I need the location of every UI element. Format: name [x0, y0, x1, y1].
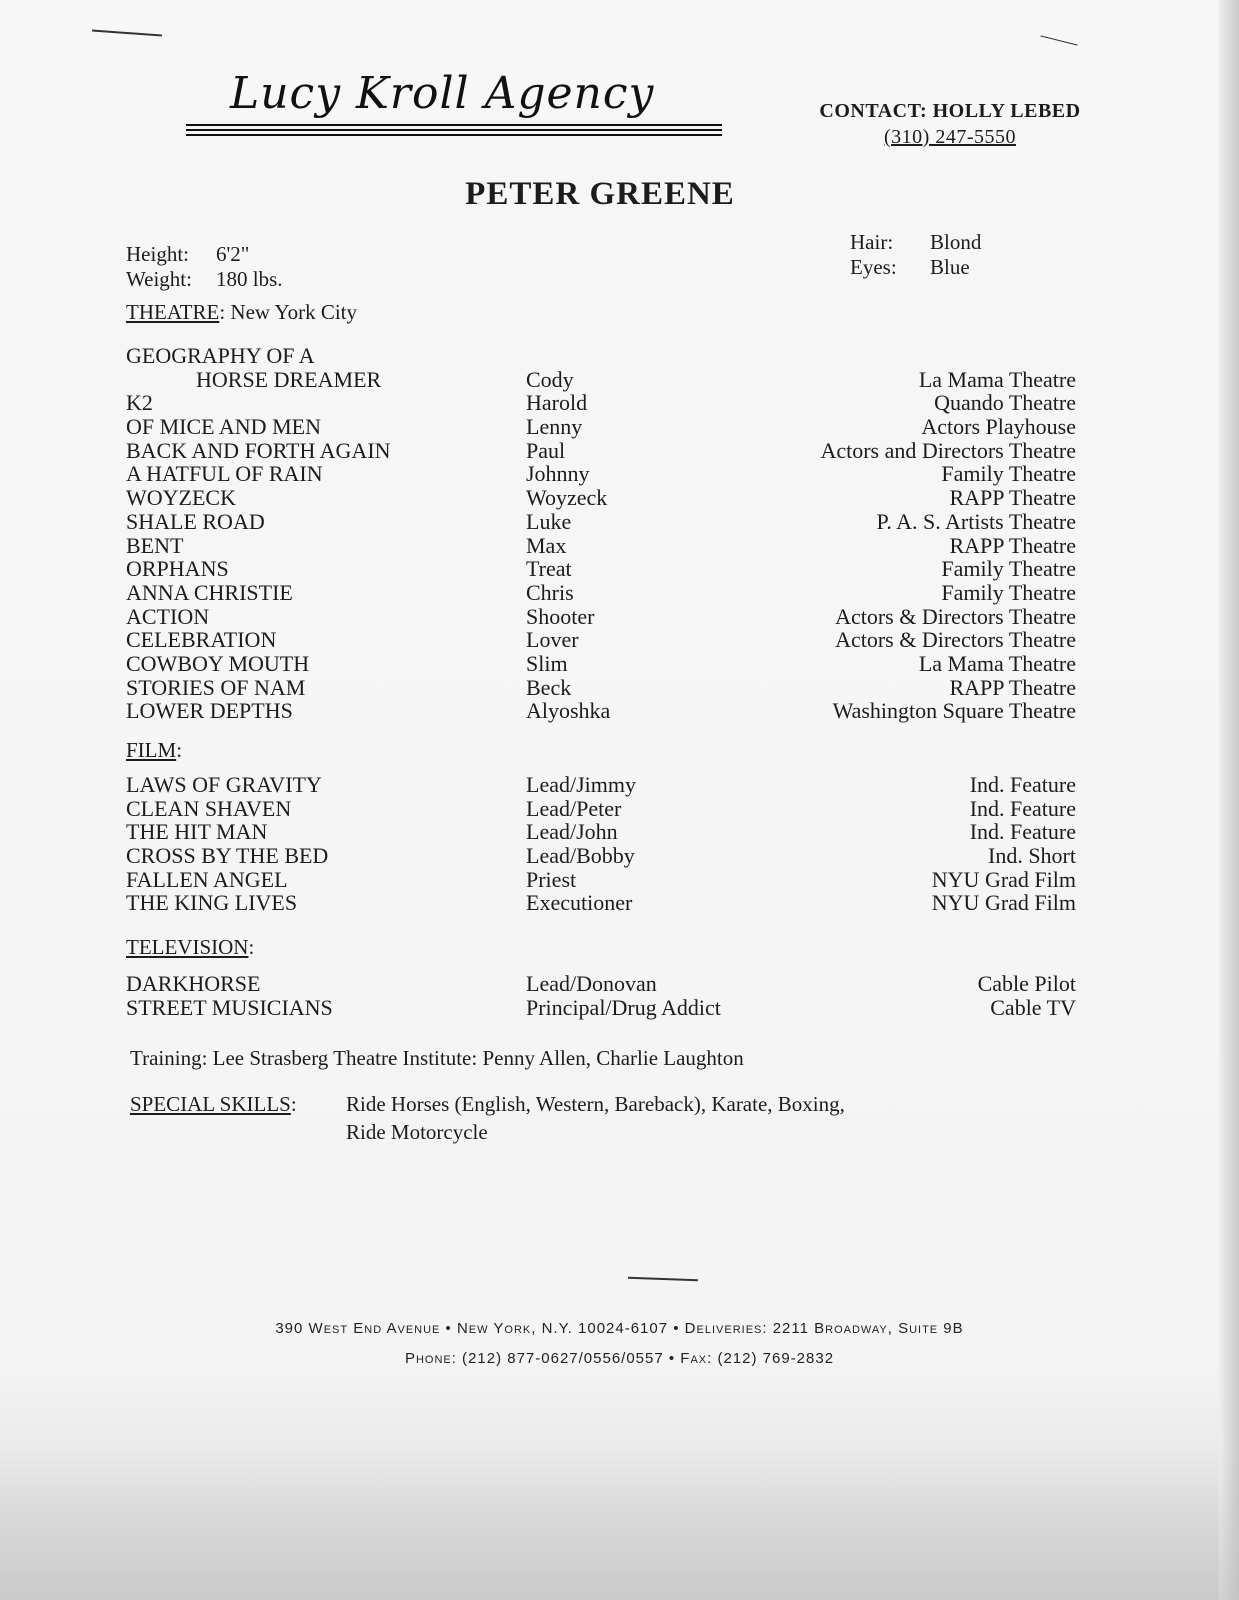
- credit-venue: Actors and Directors Theatre: [820, 437, 1076, 463]
- credit-venue: P. A. S. Artists Theatre: [876, 508, 1076, 534]
- stats-right: [850, 230, 981, 280]
- credit-title: HORSE DREAMER: [196, 366, 382, 392]
- credit-row: [126, 819, 1076, 843]
- credit-row: [126, 367, 1076, 391]
- credit-title: CROSS BY THE BED: [126, 843, 329, 869]
- credit-title: A HATFUL OF RAIN: [126, 461, 323, 487]
- credit-role: Shooter: [526, 603, 595, 629]
- credit-venue: Ind. Feature: [969, 772, 1076, 797]
- credit-row: [126, 438, 1076, 462]
- credit-venue: Cable TV: [990, 994, 1076, 1020]
- credit-row: [126, 772, 1076, 796]
- letterhead-rule: [186, 124, 722, 139]
- credit-venue: Actors Playhouse: [921, 414, 1076, 440]
- credit-title: THE HIT MAN: [126, 819, 268, 845]
- agency-logo: Lucy Kroll Agency: [230, 68, 655, 119]
- credit-title: SHALE ROAD: [126, 508, 265, 534]
- credit-role: Lenny: [526, 414, 583, 440]
- credit-role: Lead/John: [526, 819, 618, 845]
- credit-title: OF MICE AND MEN: [126, 414, 321, 440]
- credit-title: ACTION: [126, 603, 210, 629]
- credit-row: [126, 971, 1076, 995]
- credit-role: Lover: [526, 627, 579, 653]
- eyes-value: Blue: [930, 255, 970, 279]
- credit-row: [126, 414, 1076, 438]
- credit-venue: Family Theatre: [941, 461, 1076, 487]
- credit-role: Harold: [526, 390, 588, 416]
- credit-title: K2: [126, 390, 153, 416]
- credit-title: LOWER DEPTHS: [126, 698, 293, 724]
- credit-venue: RAPP Theatre: [949, 532, 1076, 558]
- credit-venue: Actors & Directors Theatre: [835, 603, 1076, 629]
- film-label: FILM: [126, 738, 177, 762]
- credit-row: [126, 675, 1076, 699]
- contact-block: [810, 98, 1090, 150]
- credit-title: STREET MUSICIANS: [126, 994, 333, 1020]
- theatre-credits: [126, 343, 1076, 722]
- credit-role: Lead/Donovan: [526, 971, 657, 996]
- credit-role: Slim: [526, 650, 568, 676]
- credit-role: Johnny: [526, 461, 590, 487]
- credit-venue: Actors & Directors Theatre: [835, 627, 1076, 653]
- television-suffix: :: [248, 935, 255, 959]
- credit-row: [126, 843, 1076, 867]
- credit-venue: RAPP Theatre: [949, 674, 1076, 700]
- contact-phone: (310) 247-5550: [884, 126, 1016, 148]
- credit-row: [126, 890, 1076, 914]
- credit-title: STORIES OF NAM: [126, 674, 306, 700]
- credit-row: [126, 651, 1076, 675]
- credit-title: LAWS OF GRAVITY: [126, 772, 322, 797]
- credit-role: Lead/Peter: [526, 795, 622, 821]
- film-heading: [126, 738, 182, 763]
- credit-row: [126, 698, 1076, 722]
- credit-title: FALLEN ANGEL: [126, 866, 288, 892]
- credit-title: CLEAN SHAVEN: [126, 795, 292, 821]
- credit-row: [126, 390, 1076, 414]
- hair-label: Hair:: [850, 230, 894, 254]
- weight-value: 180 lbs.: [216, 267, 283, 291]
- skills-line-2: Ride Motorcycle: [346, 1120, 488, 1144]
- credit-role: Lead/Bobby: [526, 843, 635, 869]
- television-label: TELEVISION: [126, 935, 249, 959]
- credit-row: [126, 485, 1076, 509]
- credit-role: Beck: [526, 674, 572, 700]
- actor-name: PETER GREENE: [465, 176, 735, 212]
- stats-left: [126, 242, 283, 292]
- credit-title: BENT: [126, 532, 184, 558]
- credit-role: Executioner: [526, 890, 633, 916]
- credit-title: COWBOY MOUTH: [126, 650, 310, 676]
- credit-venue: La Mama Theatre: [918, 366, 1076, 392]
- skills-suffix: :: [290, 1092, 297, 1116]
- paper-shadow: [0, 1450, 1239, 1600]
- credit-row: [126, 867, 1076, 891]
- credit-venue: Family Theatre: [941, 556, 1076, 582]
- credit-title: DARKHORSE: [126, 971, 261, 996]
- credit-role: Woyzeck: [526, 485, 608, 511]
- training-line: Training: Lee Strasberg Theatre Institute: Penny Allen, Charlie Laughton: [130, 1046, 744, 1070]
- credit-title: WOYZECK: [126, 485, 236, 511]
- credit-venue: Quando Theatre: [934, 390, 1076, 416]
- credit-row: [126, 461, 1076, 485]
- skills-block: [130, 1090, 297, 1118]
- footer-phone: Phone: (212) 877-0627/0556/0557 • Fax: (212) 769-2832: [404, 1350, 835, 1367]
- credit-row: [126, 995, 1076, 1019]
- credit-venue: NYU Grad Film: [931, 890, 1076, 916]
- credit-role: Luke: [526, 508, 572, 534]
- credit-row: [126, 343, 1076, 367]
- credit-role: Lead/Jimmy: [526, 772, 636, 797]
- credit-venue: Washington Square Theatre: [832, 698, 1076, 724]
- skills-line-1: Ride Horses (English, Western, Bareback), Karate, Boxing,: [346, 1092, 845, 1116]
- credit-venue: Family Theatre: [941, 579, 1076, 605]
- credit-title: ORPHANS: [126, 556, 229, 582]
- credit-role: Alyoshka: [526, 698, 611, 724]
- credit-title: GEOGRAPHY OF A: [126, 343, 315, 368]
- credit-venue: La Mama Theatre: [918, 650, 1076, 676]
- television-heading: [126, 935, 254, 960]
- credit-role: Chris: [526, 579, 574, 605]
- credit-row: [126, 796, 1076, 820]
- credit-role: Treat: [526, 556, 572, 582]
- credit-role: Max: [526, 532, 567, 558]
- credit-venue: Ind. Feature: [969, 819, 1076, 845]
- credit-role: Principal/Drug Addict: [526, 994, 721, 1020]
- credit-role: Paul: [526, 437, 566, 463]
- credit-venue: NYU Grad Film: [931, 866, 1076, 892]
- theatre-location: : New York City: [219, 300, 358, 324]
- credit-row: [126, 604, 1076, 628]
- credit-role: Cody: [526, 366, 574, 392]
- theatre-heading: [126, 300, 357, 325]
- skills-label: SPECIAL SKILLS: [130, 1092, 291, 1116]
- weight-label: Weight:: [126, 267, 192, 291]
- credit-row: [126, 580, 1076, 604]
- credit-venue: RAPP Theatre: [949, 485, 1076, 511]
- film-credits: [126, 772, 1076, 914]
- credit-row: [126, 509, 1076, 533]
- credit-row: [126, 627, 1076, 651]
- credit-row: [126, 556, 1076, 580]
- height-label: Height:: [126, 242, 189, 266]
- credit-row: [126, 533, 1076, 557]
- credit-role: Priest: [526, 866, 577, 892]
- credit-title: ANNA CHRISTIE: [126, 579, 293, 605]
- height-value: 6'2": [216, 242, 250, 266]
- credit-title: THE KING LIVES: [126, 890, 298, 916]
- television-credits: [126, 971, 1076, 1018]
- credit-venue: Ind. Feature: [969, 795, 1076, 821]
- hair-value: Blond: [930, 230, 982, 254]
- footer-address: 390 West End Avenue • New York, N.Y. 10024-6107 • Deliveries: 2211 Broadway, Suite 9B: [275, 1320, 964, 1337]
- film-suffix: :: [176, 738, 183, 762]
- credit-title: CELEBRATION: [126, 627, 277, 653]
- credit-venue: Ind. Short: [988, 843, 1076, 869]
- theatre-label: THEATRE: [126, 300, 220, 324]
- eyes-label: Eyes:: [850, 255, 897, 279]
- skills-text: [346, 1090, 845, 1146]
- credit-venue: Cable Pilot: [977, 971, 1076, 996]
- credit-title: BACK AND FORTH AGAIN: [126, 437, 391, 463]
- contact-line: CONTACT: HOLLY LEBED: [819, 100, 1081, 122]
